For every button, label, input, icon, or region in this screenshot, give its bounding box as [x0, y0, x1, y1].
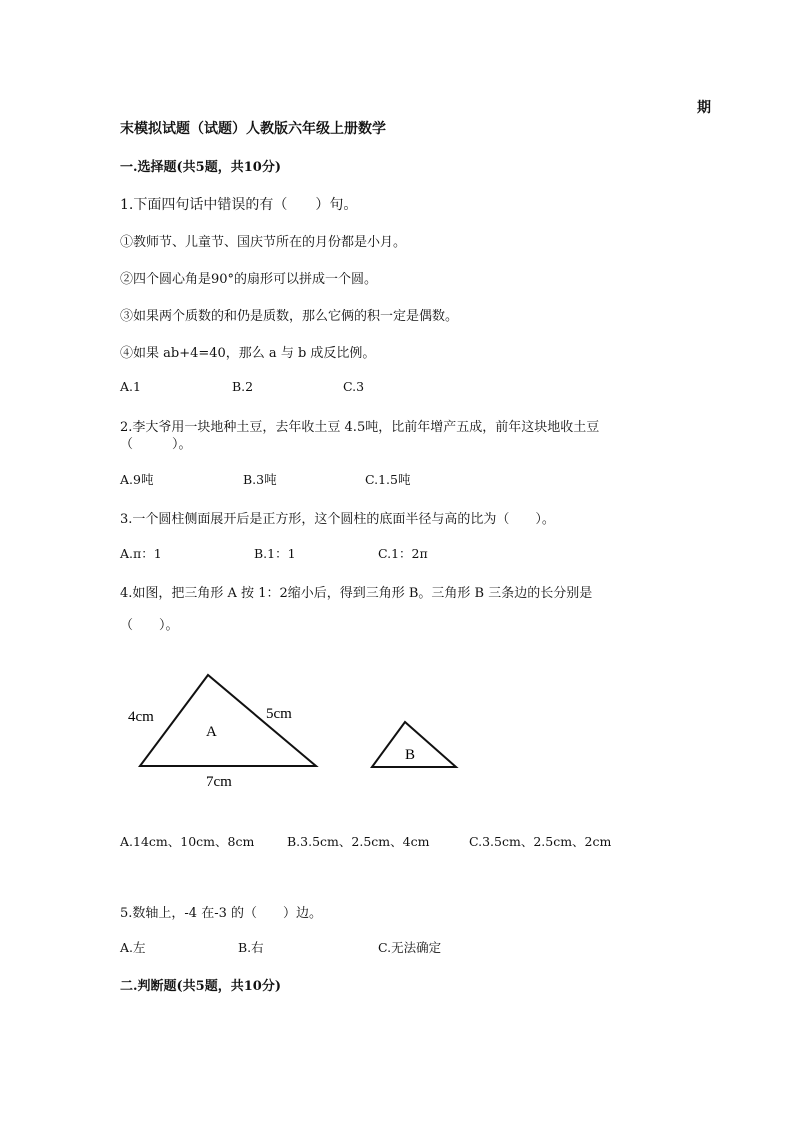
question-3-option-c[interactable]: C.1：2π [378, 546, 428, 561]
question-1-statement-2: ②四个圆心角是90°的扇形可以拼成一个圆。 [120, 272, 378, 287]
question-4-option-a[interactable]: A.14cm、10cm、8cm [120, 834, 255, 849]
question-4-stem-line-2: （ ）。 [120, 618, 179, 633]
question-4-figure [110, 660, 480, 800]
question-1-statement-1: ①教师节、儿童节、国庆节所在的月份都是小月。 [120, 235, 407, 250]
question-1-stem: 1.下面四句话中错误的有（ ）句。 [120, 197, 358, 213]
triangle-b-label: B [405, 747, 416, 763]
question-3-option-b[interactable]: B.1：1 [254, 546, 296, 561]
question-2-option-b[interactable]: B.3吨 [243, 472, 277, 487]
title-fragment: 期 [697, 100, 711, 116]
section-heading-choice: 一.选择题(共5题，共10分) [120, 160, 281, 175]
section-heading-judgement: 二.判断题(共5题，共10分) [120, 979, 281, 994]
page-title: 末模拟试题（试题）人教版六年级上册数学 [120, 121, 386, 137]
question-3-stem: 3.一个圆柱侧面展开后是正方形，这个圆柱的底面半径与高的比为（ ）。 [120, 512, 555, 527]
question-4-option-c[interactable]: C.3.5cm、2.5cm、2cm [469, 834, 612, 849]
question-5-option-a[interactable]: A.左 [120, 940, 146, 955]
question-2-stem-line-1: 2.李大爷用一块地种土豆，去年收土豆 4.5吨，比前年增产五成，前年这块地收土豆 [120, 420, 600, 435]
question-1-option-a[interactable]: A.1 [120, 379, 141, 394]
question-2-option-a[interactable]: A.9吨 [120, 472, 154, 487]
question-4-option-b[interactable]: B.3.5cm、2.5cm、4cm [287, 834, 430, 849]
question-2-option-c[interactable]: C.1.5吨 [365, 472, 411, 487]
question-1-statement-3: ③如果两个质数的和仍是质数，那么它俩的积一定是偶数。 [120, 309, 459, 324]
triangle-a-bottom-side-label: 7cm [206, 774, 232, 790]
triangle-a-right-side-label: 5cm [266, 706, 292, 722]
question-2-stem-line-2: （ ）。 [120, 437, 192, 452]
question-1-statement-4: ④如果 ab+4=40，那么 a 与 b 成反比例。 [120, 346, 376, 361]
triangle-a-left-side-label: 4cm [128, 709, 154, 725]
question-5-option-c[interactable]: C.无法确定 [378, 940, 442, 955]
question-1-option-b[interactable]: B.2 [232, 379, 254, 394]
question-1-option-c[interactable]: C.3 [343, 379, 365, 394]
question-5-option-b[interactable]: B.右 [238, 940, 264, 955]
question-5-stem: 5.数轴上，-4 在-3 的（ ）边。 [120, 906, 322, 921]
triangle-a-label: A [206, 724, 217, 740]
question-4-stem-line-1: 4.如图，把三角形 A 按 1：2缩小后，得到三角形 B。三角形 B 三条边的长分别是 [120, 586, 593, 601]
question-3-option-a[interactable]: A.π：1 [120, 546, 162, 561]
